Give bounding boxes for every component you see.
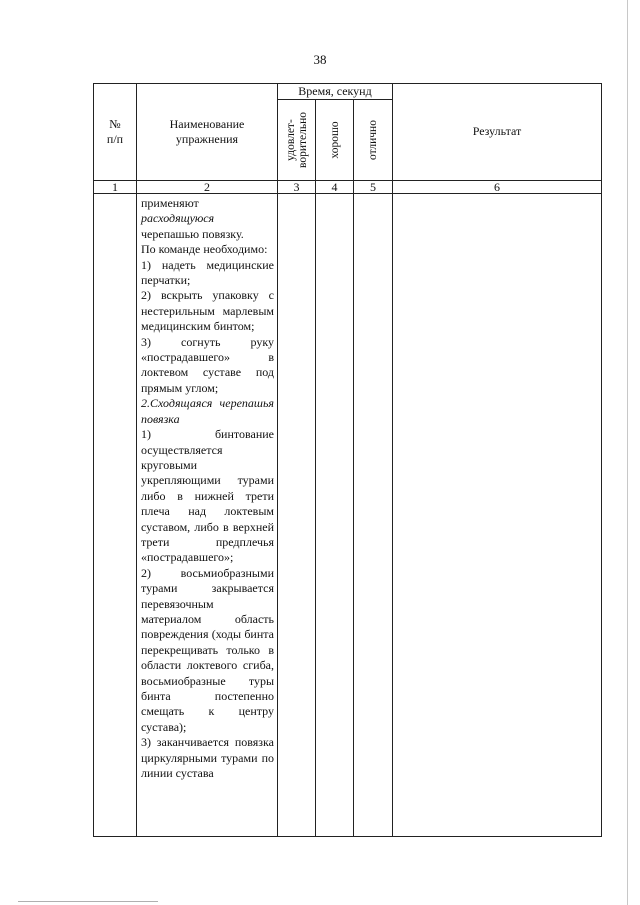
header-satisfactory: удовлет- ворительно (284, 111, 309, 169)
scan-edge-mark (18, 901, 158, 902)
header-row (94, 84, 602, 100)
column-number: 6 (393, 181, 602, 194)
body-text-line: применяют (141, 196, 199, 210)
excellent-value-cell (354, 194, 393, 837)
column-number-row (94, 181, 602, 194)
exercise-table (93, 83, 602, 837)
header-good: хорошо (328, 121, 341, 159)
body-text-block: 1) бинтование осуществляется круговыми укрепляющими турами либо в нижней трети плеча над локтевым суставом, либо в верхней трети предплечья «пострадавшего»; 2) восьмиобразными турами закрывается перевязочным материалом область повреждения (ходы бинта перекрещивать только в области локтевого сгиба, восьмиобразные туры бинта постепенно смещать к центру сустава); 3) заканчивается повязка циркулярными турами по линии сустава (141, 427, 274, 781)
body-text-italic: расходящуюся (141, 211, 215, 226)
page-edge-line (627, 0, 640, 905)
column-number: 3 (278, 181, 316, 194)
column-number: 5 (354, 181, 393, 194)
page-number: 38 (313, 52, 327, 67)
header-excellent-cell (354, 100, 393, 181)
satisfactory-value-cell (278, 194, 316, 837)
header-result: Результат (472, 124, 522, 139)
body-text-cell (137, 194, 278, 837)
header-name: Наименование упражнения (169, 116, 245, 146)
header-excellent: отлично (367, 120, 379, 160)
column-number: 1 (94, 181, 137, 194)
header-number-cell (94, 84, 137, 181)
header-satisfactory-cell (278, 100, 316, 181)
body-text-block: черепашью повязку. По команде необходимо: 1) надеть медицинские перчатки; 2) вскрыть упаковку с нестерильным марлевым медицинским бинтом; 3) согнуть руку «пострадавшего» в локтевом суставе под прямым углом; (141, 226, 274, 395)
good-value-cell (316, 194, 354, 837)
column-number: 2 (137, 181, 278, 194)
body-number-cell (94, 194, 137, 837)
body-row (94, 194, 602, 837)
header-time-group: Время, секунд (278, 84, 393, 100)
section-heading: 2.Сходящаяся черепашья повязка (141, 396, 274, 426)
header-result-cell (393, 84, 602, 181)
column-number: 4 (316, 181, 354, 194)
header-good-cell (316, 100, 354, 181)
header-name-cell (137, 84, 278, 181)
result-value-cell (393, 194, 602, 837)
header-number: № п/п (106, 116, 124, 146)
